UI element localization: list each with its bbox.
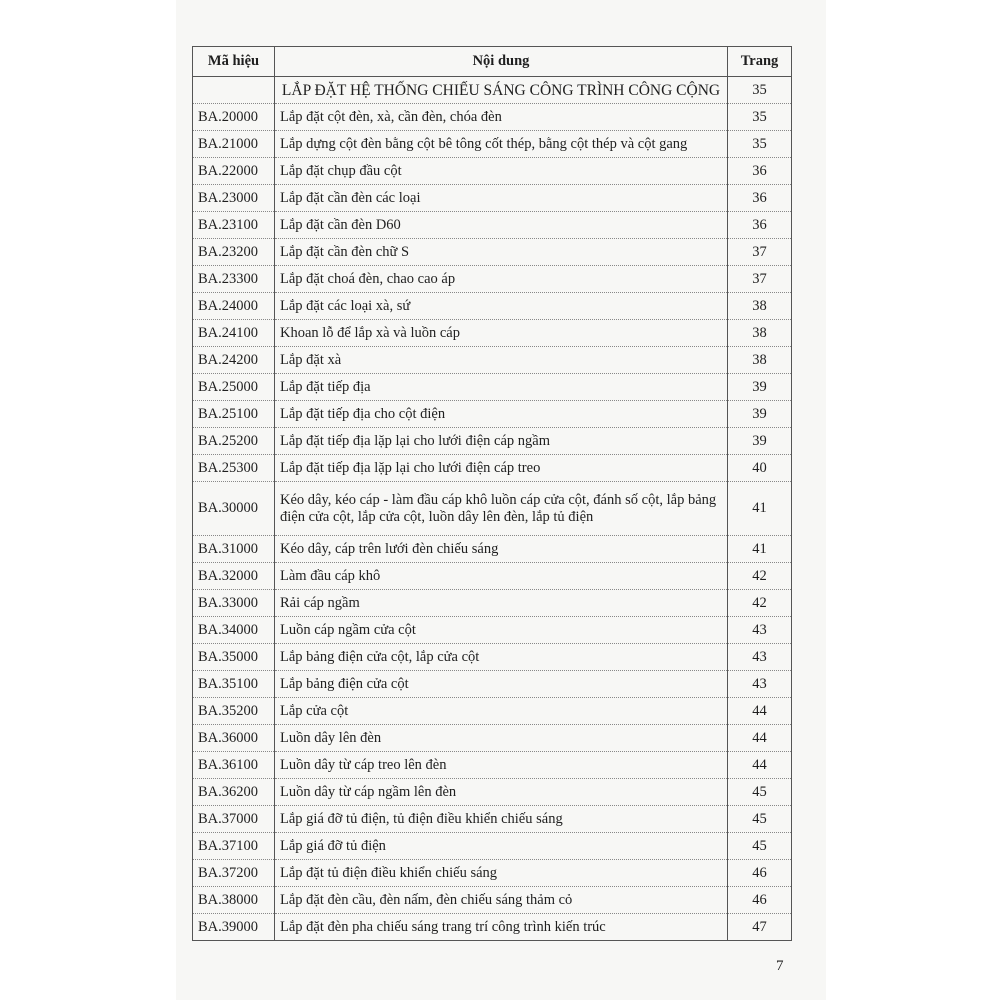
cell-page: 41	[728, 482, 792, 536]
table-row	[193, 239, 792, 266]
cell-page: 44	[728, 752, 792, 779]
cell-page: 42	[728, 590, 792, 617]
table-row	[193, 212, 792, 239]
table-row	[193, 698, 792, 725]
table-row	[193, 266, 792, 293]
cell-code: BA.36200	[193, 779, 275, 806]
table-header-row	[193, 47, 792, 77]
cell-content: Lắp đặt cần đèn D60	[275, 212, 728, 239]
table-row	[193, 779, 792, 806]
header-content: Nội dung	[275, 47, 728, 77]
cell-page: 47	[728, 914, 792, 941]
table-row	[193, 887, 792, 914]
table-of-contents	[192, 46, 792, 941]
table-row	[193, 401, 792, 428]
table-row	[193, 617, 792, 644]
table-row	[193, 671, 792, 698]
cell-code: BA.37200	[193, 860, 275, 887]
cell-code: BA.23200	[193, 239, 275, 266]
cell-content: Lắp đặt tiếp địa lặp lại cho lưới điện cáp treo	[275, 455, 728, 482]
cell-code: BA.32000	[193, 563, 275, 590]
cell-code: BA.22000	[193, 158, 275, 185]
cell-page: 45	[728, 806, 792, 833]
table-row	[193, 644, 792, 671]
table-row	[193, 725, 792, 752]
table-row	[193, 77, 792, 104]
cell-page: 38	[728, 347, 792, 374]
cell-page: 36	[728, 185, 792, 212]
table-row	[193, 590, 792, 617]
cell-page: 46	[728, 887, 792, 914]
cell-page: 44	[728, 725, 792, 752]
table-body	[193, 77, 792, 941]
cell-content: Lắp đặt đèn pha chiếu sáng trang trí công trình kiến trúc	[275, 914, 728, 941]
cell-code: BA.35200	[193, 698, 275, 725]
cell-code: BA.25000	[193, 374, 275, 401]
cell-page: 35	[728, 104, 792, 131]
cell-page: 35	[728, 131, 792, 158]
cell-page: 36	[728, 158, 792, 185]
cell-code: BA.23300	[193, 266, 275, 293]
cell-content: Luồn dây từ cáp treo lên đèn	[275, 752, 728, 779]
cell-code: BA.24000	[193, 293, 275, 320]
cell-content: Luồn dây từ cáp ngầm lên đèn	[275, 779, 728, 806]
cell-page: 46	[728, 860, 792, 887]
cell-code: BA.36000	[193, 725, 275, 752]
cell-content: Lắp đặt cột đèn, xà, cần đèn, chóa đèn	[275, 104, 728, 131]
cell-code: BA.25200	[193, 428, 275, 455]
cell-content: Khoan lỗ để lắp xà và luồn cáp	[275, 320, 728, 347]
cell-content: Lắp đặt choá đèn, chao cao áp	[275, 266, 728, 293]
table-row	[193, 482, 792, 536]
cell-content: Rải cáp ngầm	[275, 590, 728, 617]
cell-page: 44	[728, 698, 792, 725]
cell-page: 43	[728, 671, 792, 698]
cell-content: Luồn cáp ngầm cửa cột	[275, 617, 728, 644]
page-number: 7	[776, 958, 784, 974]
cell-content: Lắp bảng điện cửa cột, lắp cửa cột	[275, 644, 728, 671]
cell-code: BA.23100	[193, 212, 275, 239]
table-row	[193, 860, 792, 887]
cell-code: BA.36100	[193, 752, 275, 779]
cell-content: Kéo dây, kéo cáp - làm đầu cáp khô luồn cáp cửa cột, đánh số cột, lắp bảng điện cửa cột, lắp cửa cột, luồn dây lên đèn, lắp tủ điện	[275, 482, 728, 536]
cell-code: BA.31000	[193, 536, 275, 563]
table-row	[193, 185, 792, 212]
cell-code: BA.20000	[193, 104, 275, 131]
cell-code: BA.23000	[193, 185, 275, 212]
cell-code: BA.21000	[193, 131, 275, 158]
cell-page: 39	[728, 428, 792, 455]
cell-page: 43	[728, 617, 792, 644]
cell-page: 36	[728, 212, 792, 239]
cell-content: Luồn dây lên đèn	[275, 725, 728, 752]
cell-content: Lắp đặt cần đèn chữ S	[275, 239, 728, 266]
cell-code: BA.37100	[193, 833, 275, 860]
cell-content: Kéo dây, cáp trên lưới đèn chiếu sáng	[275, 536, 728, 563]
cell-page: 45	[728, 779, 792, 806]
cell-code: BA.33000	[193, 590, 275, 617]
cell-code: BA.24100	[193, 320, 275, 347]
cell-content: Lắp đặt cần đèn các loại	[275, 185, 728, 212]
cell-content: Lắp đặt tiếp địa lặp lại cho lưới điện cáp ngầm	[275, 428, 728, 455]
cell-page: 39	[728, 401, 792, 428]
cell-content: Lắp đặt tiếp địa	[275, 374, 728, 401]
cell-code: BA.38000	[193, 887, 275, 914]
cell-page: 42	[728, 563, 792, 590]
cell-content: Lắp đặt tủ điện điều khiển chiếu sáng	[275, 860, 728, 887]
cell-code: BA.25100	[193, 401, 275, 428]
cell-page: 37	[728, 266, 792, 293]
cell-page: 38	[728, 320, 792, 347]
cell-code: BA.24200	[193, 347, 275, 374]
table-row	[193, 833, 792, 860]
header-code: Mã hiệu	[193, 47, 275, 77]
table-row	[193, 347, 792, 374]
cell-content: Lắp giá đỡ tủ điện	[275, 833, 728, 860]
cell-code: BA.35100	[193, 671, 275, 698]
cell-content: Lắp đặt các loại xà, sứ	[275, 293, 728, 320]
table-row	[193, 752, 792, 779]
cell-page: 40	[728, 455, 792, 482]
table-row	[193, 293, 792, 320]
cell-page: 37	[728, 239, 792, 266]
cell-content: Lắp bảng điện cửa cột	[275, 671, 728, 698]
cell-content: Lắp đặt xà	[275, 347, 728, 374]
table-row	[193, 806, 792, 833]
table-row	[193, 320, 792, 347]
cell-page: 43	[728, 644, 792, 671]
cell-content: Lắp cửa cột	[275, 698, 728, 725]
cell-page: 41	[728, 536, 792, 563]
cell-code: BA.34000	[193, 617, 275, 644]
table-row	[193, 914, 792, 941]
cell-page: 39	[728, 374, 792, 401]
cell-code: BA.39000	[193, 914, 275, 941]
cell-content: LẮP ĐẶT HỆ THỐNG CHIẾU SÁNG CÔNG TRÌNH CÔNG CỘNG	[275, 77, 728, 104]
cell-code: BA.30000	[193, 482, 275, 536]
cell-code: BA.37000	[193, 806, 275, 833]
cell-code: BA.25300	[193, 455, 275, 482]
table-row	[193, 536, 792, 563]
cell-content: Lắp đặt tiếp địa cho cột điện	[275, 401, 728, 428]
cell-content: Lắp dựng cột đèn bằng cột bê tông cốt thép, bằng cột thép và cột gang	[275, 131, 728, 158]
cell-page: 45	[728, 833, 792, 860]
cell-page: 38	[728, 293, 792, 320]
cell-content: Làm đầu cáp khô	[275, 563, 728, 590]
cell-code	[193, 77, 275, 104]
header-page: Trang	[728, 47, 792, 77]
cell-page: 35	[728, 77, 792, 104]
table-row	[193, 104, 792, 131]
table-row	[193, 158, 792, 185]
cell-content: Lắp giá đỡ tủ điện, tủ điện điều khiển chiếu sáng	[275, 806, 728, 833]
cell-code: BA.35000	[193, 644, 275, 671]
cell-content: Lắp đặt chụp đầu cột	[275, 158, 728, 185]
table-row	[193, 131, 792, 158]
table-row	[193, 374, 792, 401]
table-row	[193, 563, 792, 590]
table-row	[193, 428, 792, 455]
table-row	[193, 455, 792, 482]
cell-content: Lắp đặt đèn cầu, đèn nấm, đèn chiếu sáng thảm cỏ	[275, 887, 728, 914]
